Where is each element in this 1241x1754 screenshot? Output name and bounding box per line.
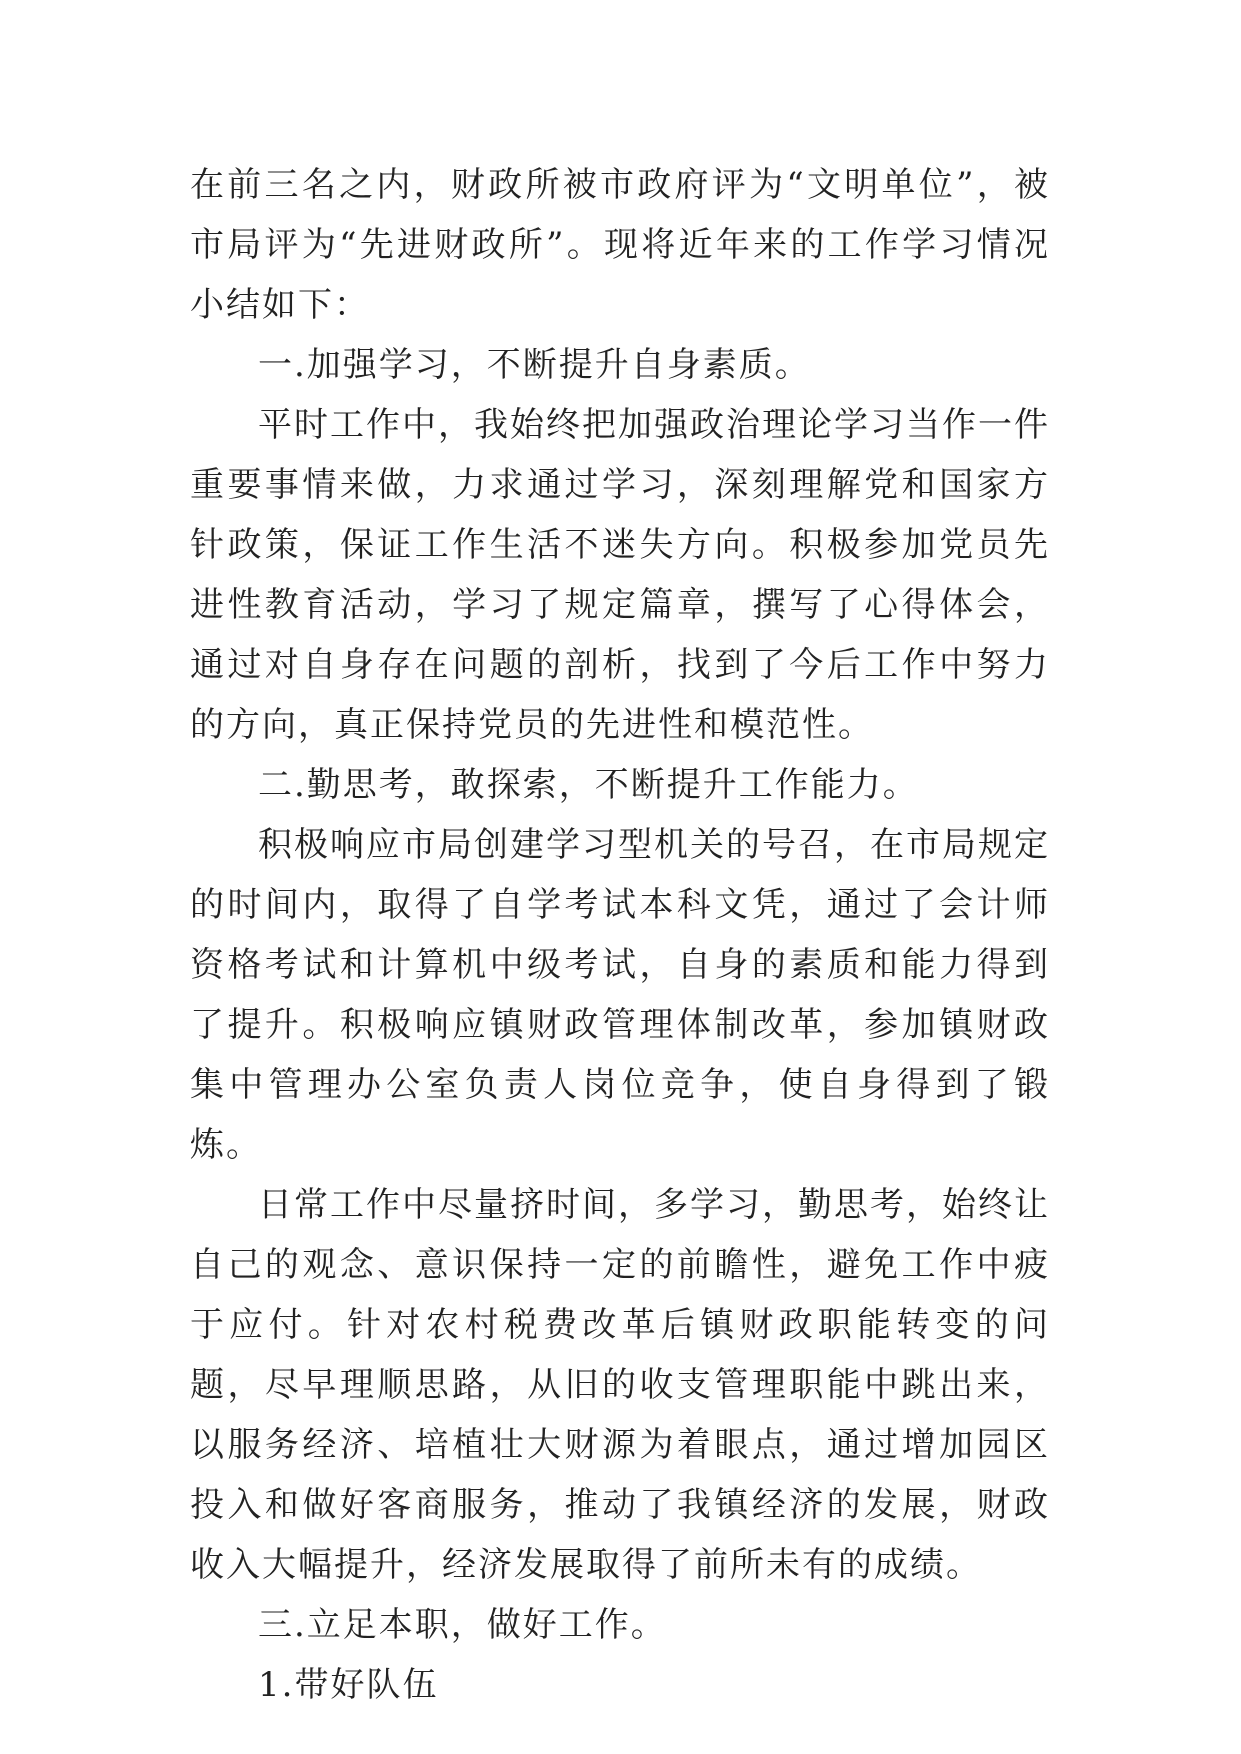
paragraph-exams: 积极响应市局创建学习型机关的号召，在市局规定的时间内，取得了自学考试本科文凭，通过了会计师资格考试和计算机中级考试，自身的素质和能力得到了提升。积极响应镇财政管理体制改革，参加镇财政集中管理办公室负责人岗位竞争，使自身得到了锻炼。 [190,825,1050,1165]
subsection-heading-1: 1.带好队伍 [258,1665,439,1705]
paragraph-daily-work: 日常工作中尽量挤时间，多学习，勤思考，始终让自己的观念、意识保持一定的前瞻性，避免工作中疲于应付。针对农村税费改革后镇财政职能转变的问题，尽早理顺思路，从旧的收支管理职能中跳出来，以服务经济、培植壮大财源为着眼点，通过增加园区投入和做好客商服务，推动了我镇经济的发展，财政收入大幅提升，经济发展取得了前所未有的成绩。 [190,1185,1050,1585]
section-heading-1: 一.加强学习，不断提升自身素质。 [258,345,811,385]
document-body [190,155,1050,1715]
section-heading-3: 三.立足本职，做好工作。 [258,1605,667,1645]
paragraph-study: 平时工作中，我始终把加强政治理论学习当作一件重要事情来做，力求通过学习，深刻理解党和国家方针政策，保证工作生活不迷失方向。积极参加党员先进性教育活动，学习了规定篇章，撰写了心得体会，通过对自身存在问题的剖析，找到了今后工作中努力的方向，真正保持党员的先进性和模范性。 [190,405,1050,745]
section-heading-2: 二.勤思考，敢探索，不断提升工作能力。 [258,765,919,805]
paragraph-intro-continuation: 在前三名之内，财政所被市政府评为“文明单位”，被市局评为“先进财政所”。现将近年来的工作学习情况小结如下： [190,165,1050,325]
